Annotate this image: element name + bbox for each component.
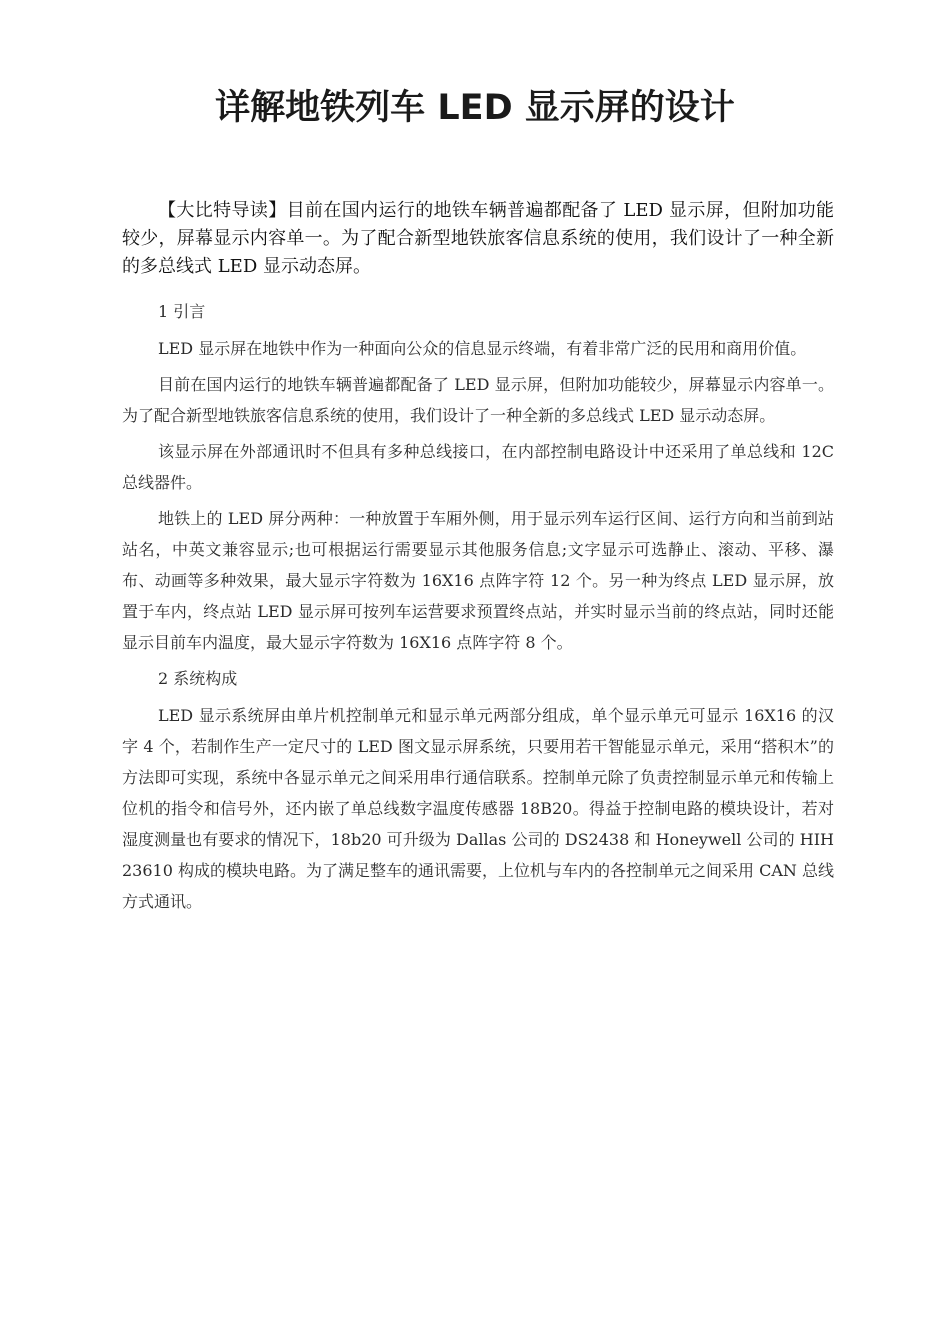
paragraph: 地铁上的 LED 屏分两种：一种放置于车厢外侧，用于显示列车运行区间、运行方向和当前到站站名，中英文兼容显示;也可根据运行需要显示其他服务信息;文字显示可选静止、滚动、平移、瀑布、动画等多种效果，最大显示字符数为 16X16 点阵字符 12 个。另一种为终点 LED 显示屏，放置于车内，终点站 LED 显示屏可按列车运营要求预置终点站，并实时显示当前的终点站，同时还能显示目前车内温度，最大显示字符数为 16X16 点阵字符 8 个。	[122, 509, 834, 652]
section-heading: 1 引言	[158, 302, 206, 321]
paragraph: 目前在国内运行的地铁车辆普遍都配备了 LED 显示屏，但附加功能较少，屏幕显示内容单一。为了配合新型地铁旅客信息系统的使用，我们设计了一种全新的多总线式 LED 显示动态屏。	[122, 375, 834, 425]
section-heading: 2 系统构成	[158, 669, 238, 688]
document-body	[122, 296, 834, 922]
document-title: 详解地铁列车 LED 显示屏的设计	[215, 88, 735, 128]
paragraph: LED 显示屏在地铁中作为一种面向公众的信息显示终端，有着非常广泛的民用和商用价值。	[158, 339, 807, 358]
paragraph: 该显示屏在外部通讯时不但具有多种总线接口，在内部控制电路设计中还采用了单总线和 12C 总线器件。	[122, 442, 834, 492]
paragraph: LED 显示系统屏由单片机控制单元和显示单元两部分组成，单个显示单元可显示 16X16 的汉字 4 个，若制作生产一定尺寸的 LED 图文显示屏系统，只要用若干智能显示单元，采用“搭积木”的方法即可实现，系统中各显示单元之间采用串行通信联系。控制单元除了负责控制显示单元和传输上位机的指令和信号外，还内嵌了单总线数字温度传感器 18B20。得益于控制电路的模块设计，若对湿度测量也有要求的情况下，18b20 可升级为 Dallas 公司的 DS2438 和 Honeywell 公司的 HIH23610 构成的模块电路。为了满足整车的通讯需要，上位机与车内的各控制单元之间采用 CAN 总线方式通讯。	[122, 706, 834, 911]
lead-paragraph: 【大比特导读】目前在国内运行的地铁车辆普遍都配备了 LED 显示屏，但附加功能较少，屏幕显示内容单一。为了配合新型地铁旅客信息系统的使用，我们设计了一种全新的多总线式 LED 显示动态屏。	[122, 200, 834, 277]
